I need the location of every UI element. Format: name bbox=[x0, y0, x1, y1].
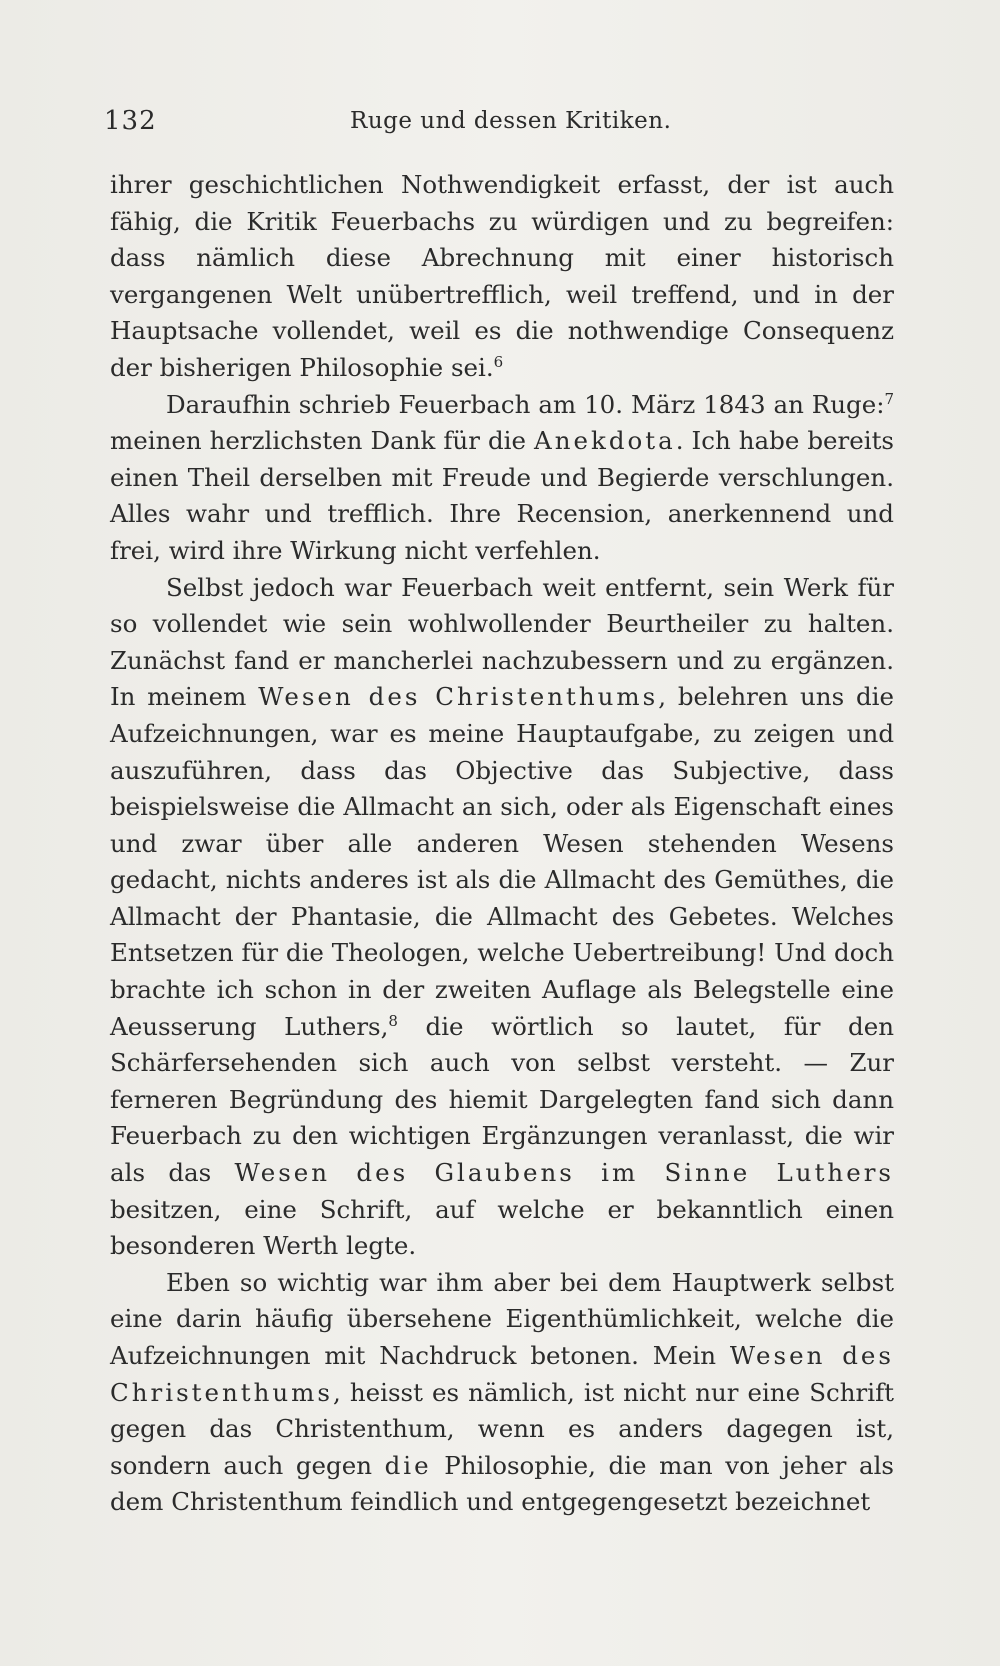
paragraph-text: besitzen, eine Schrift, auf welche er bekanntlich einen besonderen Werth legte. bbox=[110, 1194, 894, 1261]
running-head: Ruge und dessen Kritiken. bbox=[350, 108, 672, 134]
paragraph-text: , belehren uns die Aufzeichnungen, war es meine Hauptaufgabe, zu zeigen und auszuführen, dass das Objective das Subjective, dass beispielsweise die Allmacht an sich, oder als Eigenschaft eines und zwar über alle anderen Wesen stehenden Wesens gedacht, nichts anderes ist als die Allmacht des Gemüthes, die Allmacht der Phantasie, die Allmacht des Gebetes. Welches Entsetzen für die Theologen, welche Uebertreibung! Und doch brachte ich schon in der zweiten Auflage als Belegstelle eine Aeusserung Luthers, bbox=[110, 682, 895, 1041]
spaced-title-wesen-des-christenthums: Wesen des Christenthums bbox=[258, 682, 659, 712]
paragraph-4 bbox=[110, 1265, 894, 1521]
paragraph-text: Daraufhin schrieb Feuerbach am 10. März 1843 an Ruge: bbox=[166, 389, 885, 419]
paragraph-text: ihrer geschichtlichen Nothwendigkeit erfasst, der ist auch fähig, die Kritik Feuerbachs zu würdigen und zu begreifen: dass nämlich diese Abrechnung mit einer historisch vergangenen Welt unübertrefflich, weil treffend, und in der Hauptsache vollendet, weil es die nothwendige Consequenz der bisherigen Philosophie sei. bbox=[110, 170, 894, 382]
paragraph-text: Eben so wichtig war ihm aber bei dem Hauptwerk selbst eine darin häufig übersehene Eigenthümlichkeit, welche die Aufzeichnungen mit Nachdruck betonen. Mein bbox=[110, 1267, 894, 1370]
paragraph-text: Selbst jedoch war Feuerbach weit entfernt, sein Werk für so vollendet wie sein wohlwollender Beurtheiler zu halten. Zunächst fand er mancherlei nachzubessern und zu ergänzen. In meinem bbox=[110, 572, 894, 712]
body-text bbox=[110, 167, 894, 1521]
paragraph-2 bbox=[110, 387, 894, 570]
paragraph-text: die wörtlich so lautet, für den Schärfersehenden sich auch von selbst versteht. — Zur ferneren Begründung des hiemit Dargelegten fand sich dann Feuerbach zu den wichtigen Ergänzungen veranlasst, die wir als das bbox=[110, 1011, 894, 1188]
page-header bbox=[104, 106, 894, 146]
spaced-word-die: die bbox=[384, 1450, 432, 1480]
spaced-title-wesen-des-glaubens: Wesen des Glaubens im Sinne Luthers bbox=[234, 1158, 894, 1188]
paragraph-text: . Ich habe bereits einen Theil derselben mit Freude und Begierde verschlungen. Alles wahr und trefflich. Ihre Recension, anerkennend und frei, wird ihre Wirkung nicht verfehlen. bbox=[110, 426, 895, 565]
paragraph-1 bbox=[110, 167, 894, 387]
page-number: 132 bbox=[104, 106, 157, 136]
paragraph-text: meinen herzlichsten Dank für die bbox=[110, 426, 535, 456]
footnote-ref-8: 8 bbox=[388, 1011, 398, 1030]
footnote-ref-6: 6 bbox=[493, 352, 504, 371]
footnote-ref-7: 7 bbox=[884, 389, 894, 408]
paragraph-text: , heisst es nämlich, ist nicht nur eine Schrift gegen das Christenthum, wenn es anders dagegen ist, sondern auch gegen bbox=[110, 1377, 894, 1480]
paragraph-3 bbox=[110, 570, 894, 1265]
spaced-title-wesen-des-christenthums: Wesen des Christenthums bbox=[110, 1341, 894, 1407]
spaced-title-anekdota: Anekdota bbox=[534, 426, 676, 456]
paragraph-text: Philosophie, die man von jeher als dem Christenthum feindlich und entgegengesetzt bezeichnet bbox=[110, 1450, 894, 1517]
